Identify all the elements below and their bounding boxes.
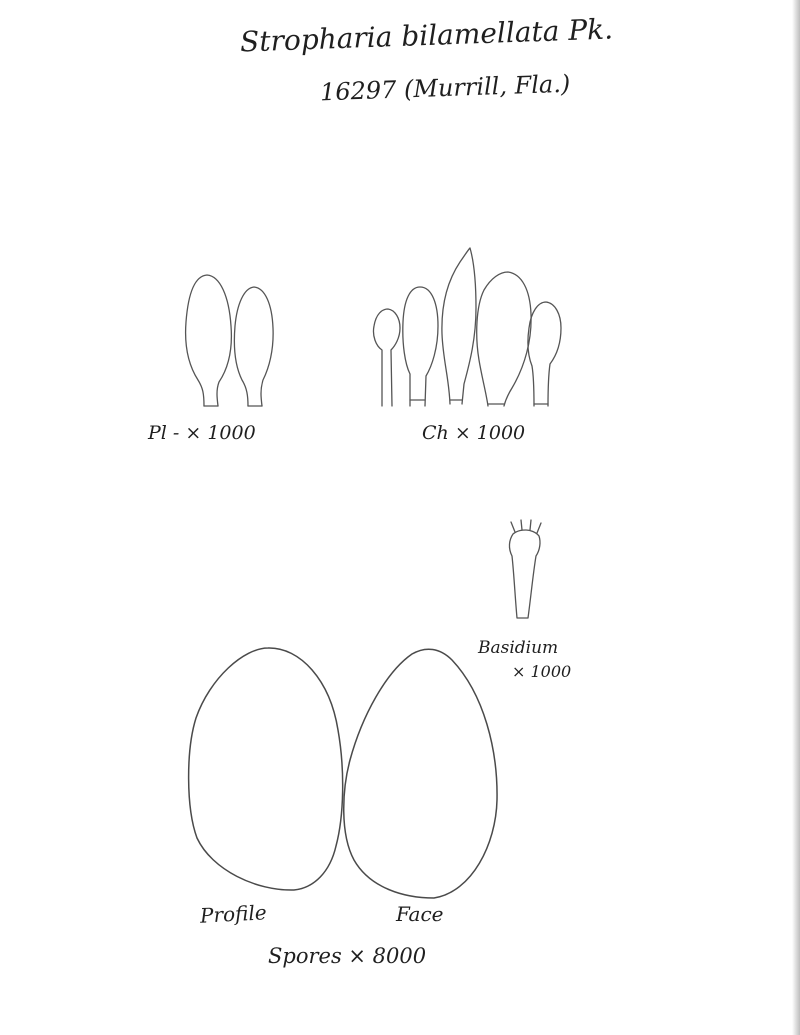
cheilocystidia-label: Ch × 1000 bbox=[422, 422, 526, 444]
cheilocystidium-3 bbox=[442, 248, 476, 404]
cheilocystidium-1 bbox=[373, 309, 400, 406]
basidium-sterigma-1 bbox=[511, 522, 515, 532]
spore-profile bbox=[189, 648, 343, 890]
page-edge bbox=[792, 0, 800, 1035]
pleurocystidium-1 bbox=[186, 275, 232, 406]
basidium-sterigma-4 bbox=[537, 523, 541, 533]
pleurocystidium-2 bbox=[234, 287, 273, 406]
cheilocystidium-5 bbox=[528, 302, 561, 406]
pleurocystidia-label: Pl - × 1000 bbox=[148, 422, 256, 444]
collection-number: 16297 (Murrill, Fla.) bbox=[319, 69, 571, 107]
spore-profile-label: Profile bbox=[199, 900, 268, 928]
basidium-magnification: × 1000 bbox=[512, 662, 572, 681]
species-title: Stropharia bilamellata Pk. bbox=[239, 12, 614, 59]
basidium-label: Basidium bbox=[478, 638, 559, 658]
basidium-sterigma-2 bbox=[521, 520, 522, 530]
basidium bbox=[509, 530, 540, 618]
spore-face bbox=[344, 649, 497, 898]
cheilocystidium-4 bbox=[477, 272, 531, 406]
basidium-sterigma-3 bbox=[530, 520, 531, 530]
spore-face-label: Face bbox=[396, 902, 444, 926]
cheilocystidium-2 bbox=[403, 287, 438, 406]
spores-magnification: Spores × 8000 bbox=[268, 944, 427, 968]
